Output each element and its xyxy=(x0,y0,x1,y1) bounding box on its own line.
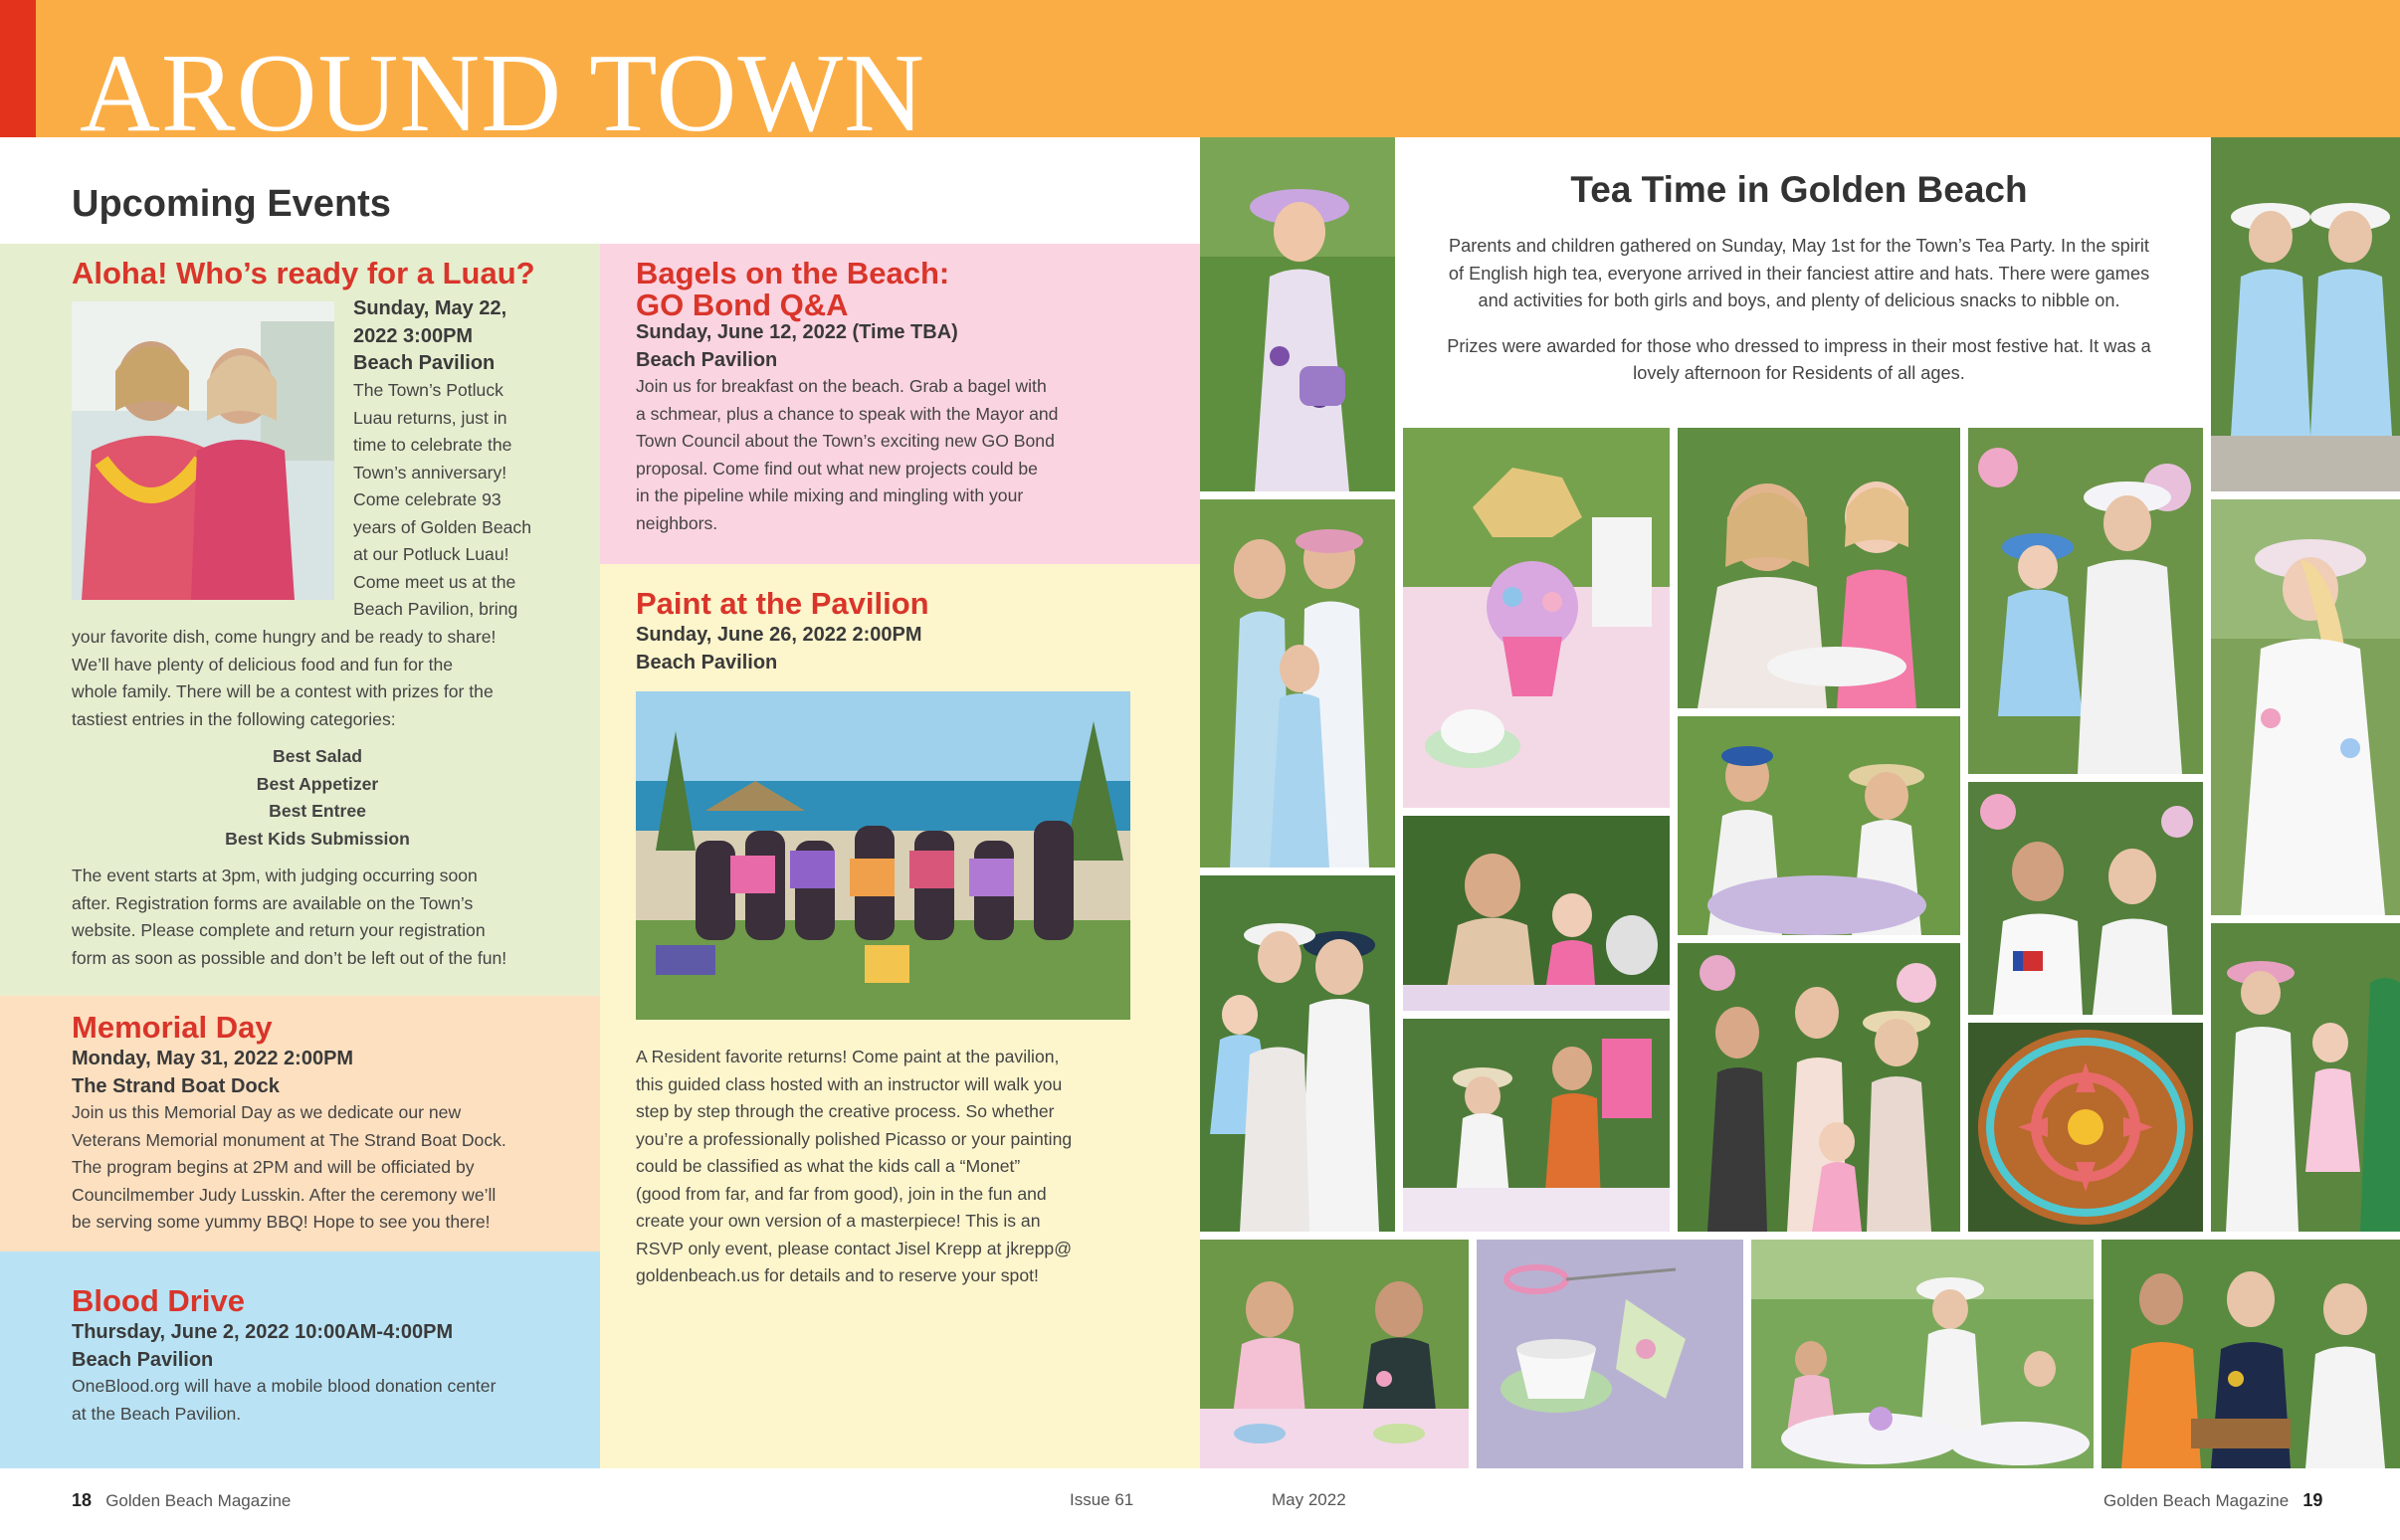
list-item: Best Appetizer xyxy=(256,773,379,794)
photo-twin-girls xyxy=(2211,137,2400,491)
photo-grandparents xyxy=(1968,782,2203,1015)
event-meta-luau: Sunday, May 22, 2022 3:00PM Beach Pavilion xyxy=(353,297,507,374)
event-body-paint: A Resident favorite returns! Come paint at the pavilion, this guided class hosted with an instructor will walk you step by step through the creative process. So whether you’re a professionally polished Picasso or your painting could be classified as what the kids call a “Monet” (good from far, and far from good), join in the fun and create your own version of a masterpiece! This is an RSVP only event, please contact Jisel Krepp at jkrepp@ goldenbeach.us for details and to reserve your spot! xyxy=(636,1047,1073,1285)
photo-girls-with-mom xyxy=(1200,499,1395,867)
event-body-bagels: Join us for breakfast on the beach. Grab a bagel with a schmear, plus a chance to speak with the Mayor and Town Council about the Town’s exciting new GO Bond proposal. Come find out what new projects could be in the pipeline while mixing and mingling with your neighbors. xyxy=(636,376,1059,533)
photo-luau-women xyxy=(72,301,334,600)
photo-grandmother-toddler xyxy=(1200,875,1395,1232)
event-title-luau: Aloha! Who’s ready for a Luau? xyxy=(72,256,535,290)
footer-left xyxy=(72,1490,291,1511)
page-number-left: 18 xyxy=(72,1490,93,1510)
photo-mom-daughter-tea xyxy=(1678,428,1960,708)
photo-kids-toasting xyxy=(1678,716,1960,935)
photo-girl-lavender-hat xyxy=(1200,137,1395,491)
footer-right xyxy=(2103,1490,2322,1511)
list-item: Best Salad xyxy=(273,746,362,766)
event-panel-blood-drive xyxy=(0,1251,600,1468)
event-meta-bagels: Sunday, June 12, 2022 (Time TBA) Beach Pavilion xyxy=(636,321,958,371)
event-panel-paint xyxy=(600,564,1200,1468)
page-title: AROUND TOWN xyxy=(80,32,925,155)
photo-group-floral-wall xyxy=(1678,943,1960,1232)
event-body-memorial-day: Join us this Memorial Day as we dedicate our new Veterans Memorial monument at The Strand Boat Dock. The program begins at 2PM and will be officiated by Councilmember Judy Lusskin. After the ceremony we’ll be serving some yummy BBQ! Hope to see you there! xyxy=(72,1102,506,1232)
photo-paint-group xyxy=(636,691,1130,1020)
event-title-bagels: Bagels on the Beach: GO Bond Q&A xyxy=(636,256,950,322)
event-panel-luau xyxy=(0,244,600,996)
event-title-paint: Paint at the Pavilion xyxy=(636,586,929,621)
event-title-blood-drive: Blood Drive xyxy=(72,1283,245,1318)
photo-mom-toddler-blue-dress xyxy=(1968,428,2203,774)
footer-magazine-right: Golden Beach Magazine xyxy=(2103,1491,2290,1510)
photo-tables-outdoors xyxy=(1751,1240,2094,1468)
event-meta-blood-drive: Thursday, June 2, 2022 10:00AM-4:00PM Beach Pavilion xyxy=(72,1321,454,1371)
header-accent-stripe xyxy=(0,0,36,137)
photo-centerpiece-unicorn xyxy=(1403,428,1670,808)
luau-categories-list xyxy=(72,743,563,853)
photo-mother-daughter-hats xyxy=(2211,923,2400,1232)
article-body-tea-time: Parents and children gathered on Sunday, May 1st for the Town’s Tea Party. In the spirit of English high tea, everyone arrived in their fanciest attire and hats. There were games and activities for both girls and boys, and plenty of delicious snacks to nibble on. Prizes were awarded for those who dressed to impress in their most festive hat. It was a lovely afternoon for Residents of all ages. xyxy=(1447,236,2151,383)
footer-issue: Issue 61 xyxy=(1070,1490,1134,1509)
event-body-blood-drive: OneBlood.org will have a mobile blood donation center at the Beach Pavilion. xyxy=(72,1376,497,1424)
event-panel-bagels xyxy=(600,244,1200,564)
list-item: Best Kids Submission xyxy=(225,828,410,849)
photo-decorated-cake xyxy=(1968,1023,2203,1232)
list-item: Best Entree xyxy=(269,801,366,821)
event-meta-memorial-day: Monday, May 31, 2022 2:00PM The Strand Boat Dock xyxy=(72,1048,354,1097)
photo-women-with-officer xyxy=(2101,1240,2400,1468)
footer-date: May 2022 xyxy=(1272,1490,1346,1509)
event-title-memorial-day: Memorial Day xyxy=(72,1010,273,1045)
photo-kids-at-table xyxy=(1403,1019,1670,1232)
photo-mom-daughter-bunny xyxy=(1403,816,1670,1011)
page-number-right: 19 xyxy=(2302,1490,2323,1510)
photo-woman-white-dress xyxy=(2211,499,2400,915)
article-title-tea-time: Tea Time in Golden Beach xyxy=(1570,169,2028,210)
photo-girls-tea-party xyxy=(1200,1240,1469,1468)
event-panel-memorial-day xyxy=(0,996,600,1251)
event-body-luau-full: your favorite dish, come hungry and be ready to share! We’ll have plenty of delicious food and fun for the whole family. There will be a contest with prizes for the tastiest entries in the following categories: xyxy=(72,627,497,729)
photo-teacup-table xyxy=(1477,1240,1743,1468)
section-title-upcoming-events: Upcoming Events xyxy=(72,183,391,225)
event-body-luau-closing: The event starts at 3pm, with judging occurring soon after. Registration forms are available on the Town’s website. Please complete and return your registration form as soon as possible and don’t be left out of the fun! xyxy=(72,866,507,968)
event-body-luau-wrap: The Town’s Potluck Luau returns, just in time to celebrate the Town’s anniversary! Come celebrate 93 years of Golden Beach at our Potluck Luau! Come meet us at the Beach Pavilion, bring xyxy=(353,380,531,619)
event-meta-paint: Sunday, June 26, 2022 2:00PM Beach Pavilion xyxy=(636,624,922,674)
footer-magazine-left: Golden Beach Magazine xyxy=(105,1491,292,1510)
